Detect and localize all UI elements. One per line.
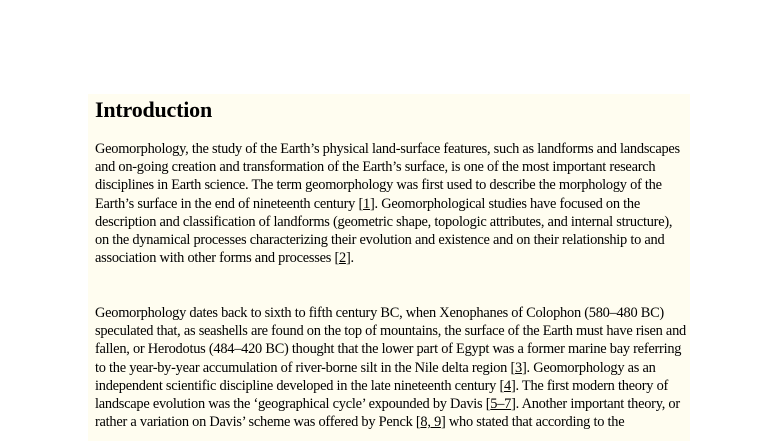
citation-link-8-9[interactable]: 8, 9 bbox=[420, 414, 442, 431]
citation-link-1[interactable]: 1 bbox=[363, 195, 370, 212]
paragraph-text: ]. Another important theory, or rather a variation on Davis’ scheme was offered by Penck bbox=[95, 396, 680, 431]
citation-link-3[interactable]: 3 bbox=[515, 359, 522, 376]
bracket: [ bbox=[485, 396, 491, 413]
citation-link-4[interactable]: 4 bbox=[503, 377, 511, 394]
paragraph-text: Geomorphology dates back to sixth to fifth century BC, when Xenophanes of Colophon (580–480 BC) speculated that, as seashells are found on the top of mountains, the surface of the Earth must have risen and fallen, or Herodotus (484–420 BC) thought that the lower part of Egypt was a former marine bay referring to the year-by-year accumulation of river-borne silt in the Nile delta region bbox=[95, 305, 686, 376]
bracket: [ bbox=[510, 359, 516, 376]
paragraph-text: ]. bbox=[345, 250, 354, 267]
citation-link-5-7[interactable]: 5–7 bbox=[490, 396, 512, 413]
paragraph-text: ]. Geomorphological studies have focused on the description and classification of landforms (geometric shape, topologic attributes, and internal structure), on the dynamical processes characterizing their evolution and existence and on their relationship to and association with other forms and processes bbox=[95, 195, 673, 267]
bracket: [ bbox=[415, 414, 421, 431]
bracket: [ bbox=[334, 250, 339, 267]
bracket: [ bbox=[358, 195, 364, 212]
paragraph-text: ] who stated that according to the bbox=[441, 414, 625, 431]
paragraph-2 bbox=[95, 304, 689, 431]
paragraph-text: ]. The first modern theory of landscape evolution was the ‘geographical cycle’ expounded by Davis bbox=[95, 377, 669, 413]
bracket: [ bbox=[499, 377, 504, 394]
paragraph-text: Geomorphology, the study of the Earth’s physical land-surface features, such as landforms and landscapes and on-going creation and transformation of the Earth’s surface, is one of the most important research disciplines in Earth science. The term geomorphology was first used to describe the morphology of the Earth’s surface in the end of nineteenth century bbox=[95, 141, 680, 212]
citation-link-2[interactable]: 2 bbox=[338, 250, 346, 267]
paragraph-text: ]. Geomorphology as an independent scientific discipline developed in the late nineteenth century bbox=[95, 359, 656, 394]
article bbox=[95, 94, 689, 431]
paragraph-1 bbox=[95, 140, 689, 267]
section-heading: Introduction bbox=[95, 97, 212, 122]
